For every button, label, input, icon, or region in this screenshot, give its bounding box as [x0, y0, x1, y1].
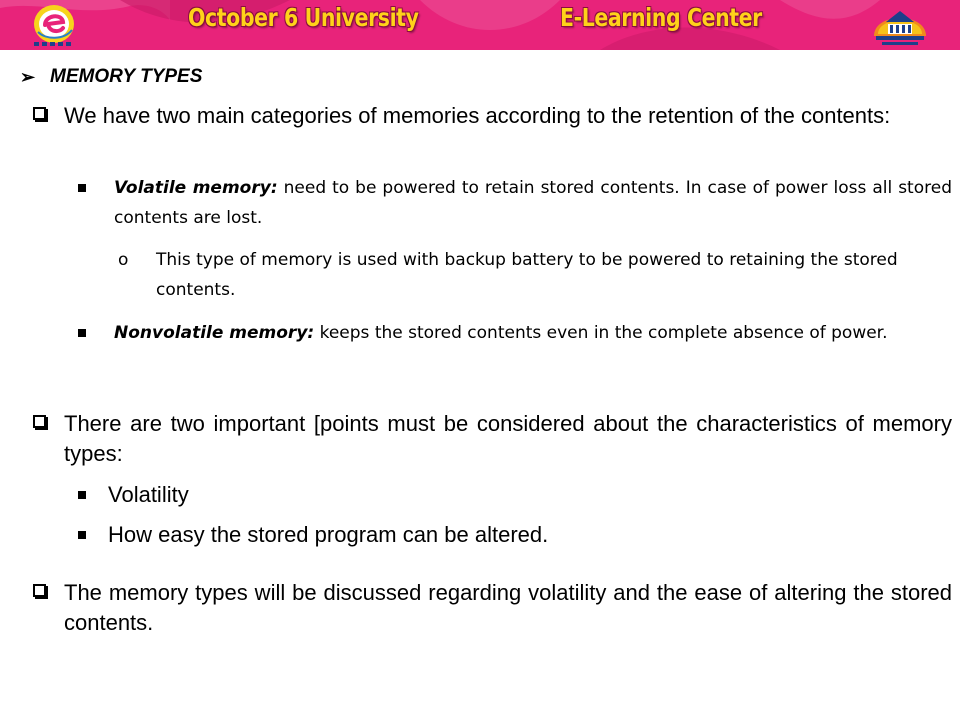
- square-bullet-icon: [78, 184, 86, 192]
- square-bullet-icon: [78, 491, 86, 499]
- nonvolatile-text: keeps the stored contents even in the complete absence of power.: [314, 323, 888, 343]
- checkbox-bullet-icon: [33, 107, 46, 120]
- slide-heading: [20, 66, 202, 88]
- square-bullet-icon: [78, 531, 86, 539]
- heading-text: MEMORY TYPES: [50, 66, 203, 87]
- paragraph-categories: [33, 101, 952, 131]
- paragraph-text: We have two main categories of memories according to the retention of the contents:: [64, 103, 891, 128]
- point-text: Volatility: [108, 482, 189, 507]
- nonvolatile-term: Nonvolatile memory:: [114, 323, 315, 343]
- volatile-item: [78, 173, 952, 233]
- checkbox-bullet-icon: [33, 415, 46, 428]
- square-bullet-icon: [78, 329, 86, 337]
- volatile-subitem-text: This type of memory is used with backup battery to be powered to retaining the stored contents.: [156, 250, 898, 300]
- point-item: [78, 480, 952, 510]
- paragraph-text: The memory types will be discussed regarding volatility and the ease of altering the stored contents.: [64, 580, 952, 635]
- volatile-text: need to be powered to retain stored contents. In case of power loss all stored contents are lost.: [114, 178, 952, 228]
- checkbox-bullet-icon: [33, 584, 46, 597]
- nonvolatile-item: [78, 318, 952, 348]
- point-item: [78, 520, 952, 550]
- center-name: E-Learning Center: [560, 3, 762, 32]
- paragraph-text: There are two important [points must be considered about the characteristics of memory types:: [64, 411, 952, 466]
- paragraph-discussion: [33, 578, 952, 638]
- paragraph-characteristics: [33, 409, 952, 469]
- volatile-subitem: [118, 245, 952, 305]
- point-text: How easy the stored program can be altered.: [108, 522, 549, 547]
- circle-bullet-icon: o: [118, 250, 129, 270]
- university-name: October 6 University: [188, 3, 419, 32]
- arrow-bullet-icon: ➢: [20, 67, 36, 87]
- volatile-term: Volatile memory:: [114, 178, 278, 198]
